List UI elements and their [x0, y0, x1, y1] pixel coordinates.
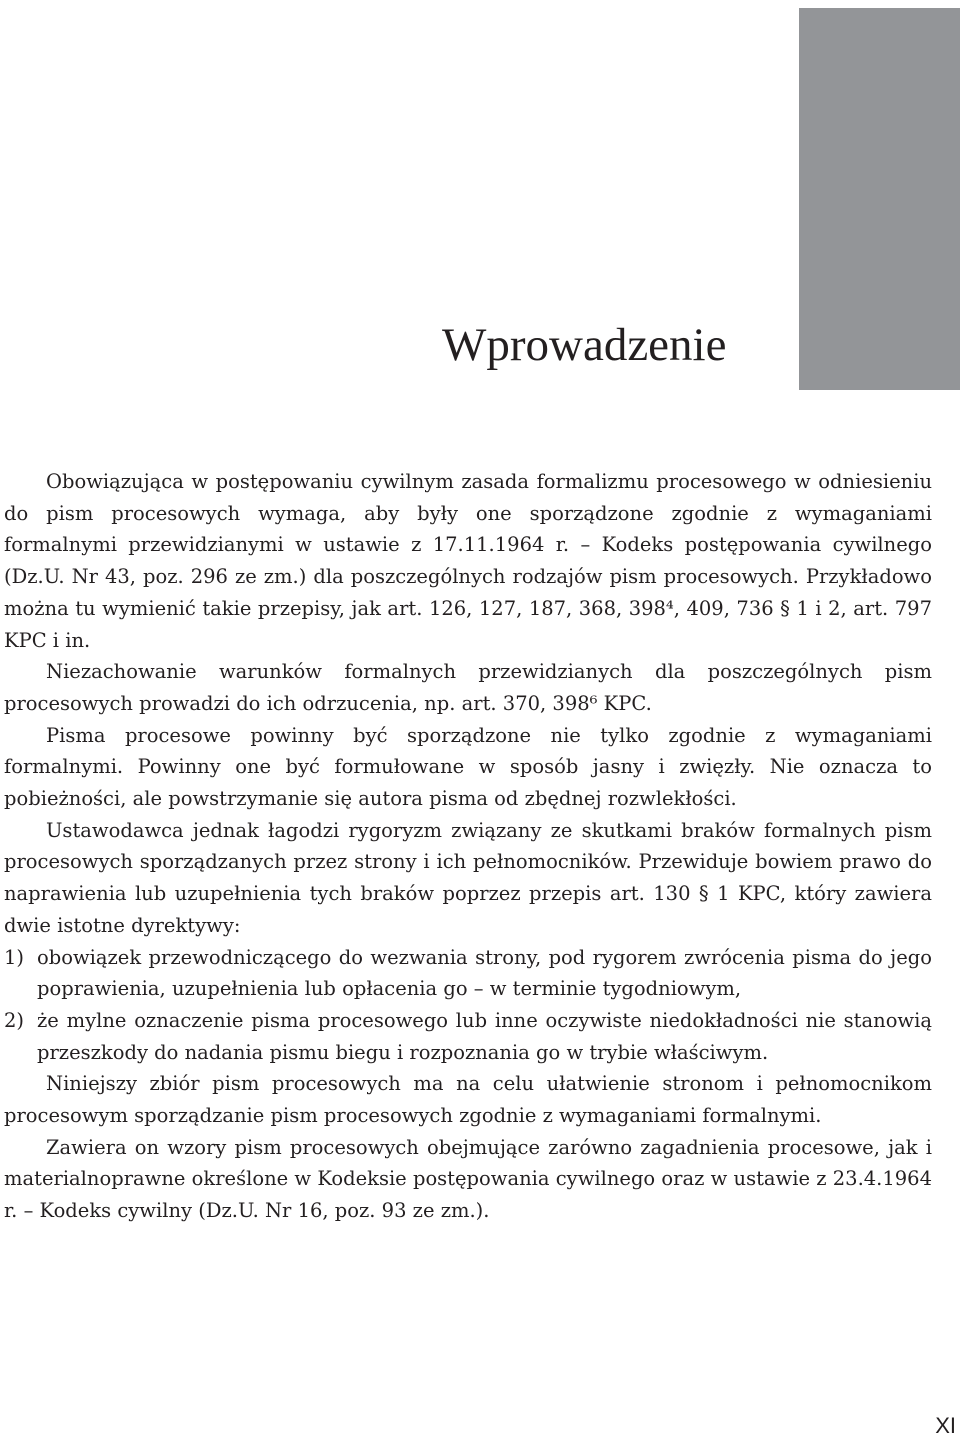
list-item	[4, 1005, 932, 1068]
page-number: XI	[935, 1413, 956, 1438]
list-item-number: 2)	[4, 1008, 25, 1032]
list-item-text: że mylne oznaczenie pisma procesowego lub inne oczywiste niedokładności nie stanowią przeszkody do nadania pismu biegu i rozpoznania go w trybie właściwym.	[37, 1008, 932, 1064]
list-item	[4, 942, 932, 1005]
paragraph-clarity: Pisma procesowe powinny być sporządzone nie tylko zgodnie z wymaganiami formalnymi. Powinny one być formułowane w sposób jasny i zwięzły. Nie oznacza to pobieżności, ale powstrzymanie się autora pisma od zbędnej rozwlekłości.	[4, 723, 932, 811]
chapter-tab-marker	[799, 8, 960, 390]
paragraph-remedy: Ustawodawca jednak łagodzi rygoryzm związany ze skutkami braków formalnych pism procesowych sporządzanych przez strony i ich pełnomocników. Przewiduje bowiem prawo do naprawienia lub uzupełnienia tych braków poprzez przepis art. 130 § 1 KPC, który zawiera dwie istotne dyrektywy:	[4, 818, 932, 937]
chapter-title: Wprowadzenie	[442, 319, 727, 371]
paragraph-purpose: Niniejszy zbiór pism procesowych ma na celu ułatwienie stronom i pełnomocnikom procesowym sporządzanie pism procesowych zgodnie z wymaganiami formalnymi.	[4, 1072, 932, 1128]
list-item-text: obowiązek przewodniczącego do wezwania strony, pod rygorem zwrócenia pisma do jego poprawienia, uzupełnienia lub opłacenia go – w terminie tygodniowym,	[37, 945, 932, 1001]
directives-list	[4, 942, 932, 1069]
paragraph-formalism: Obowiązująca w postępowaniu cywilnym zasada formalizmu procesowego w odniesieniu do pism procesowych wymaga, aby były one sporządzone zgodnie z wymaganiami formalnymi przewidzianymi w ustawie z 17.11.1964 r. – Kodeks postępowania cywilnego (Dz.U. Nr 43, poz. 296 ze zm.) dla poszczególnych rodzajów pism procesowych. Przykładowo można tu wymienić takie przepisy, jak art. 126, 127, 187, 368, 398⁴, 409, 736 § 1 i 2, art. 797 KPC i in.	[4, 470, 932, 652]
paragraph-contents: Zawiera on wzory pism procesowych obejmujące zarówno zagadnienia procesowe, jak i materialnoprawne określone w Kodeksie postępowania cywilnego oraz w ustawie z 23.4.1964 r. – Kodeks cywilny (Dz.U. Nr 16, poz. 93 ze zm.).	[4, 1135, 932, 1223]
paragraph-rejection: Niezachowanie warunków formalnych przewidzianych dla poszczególnych pism procesowych prowadzi do ich odrzucenia, np. art. 370, 398⁶ KPC.	[4, 660, 932, 715]
list-item-number: 1)	[4, 945, 25, 969]
body-text	[4, 466, 932, 1227]
